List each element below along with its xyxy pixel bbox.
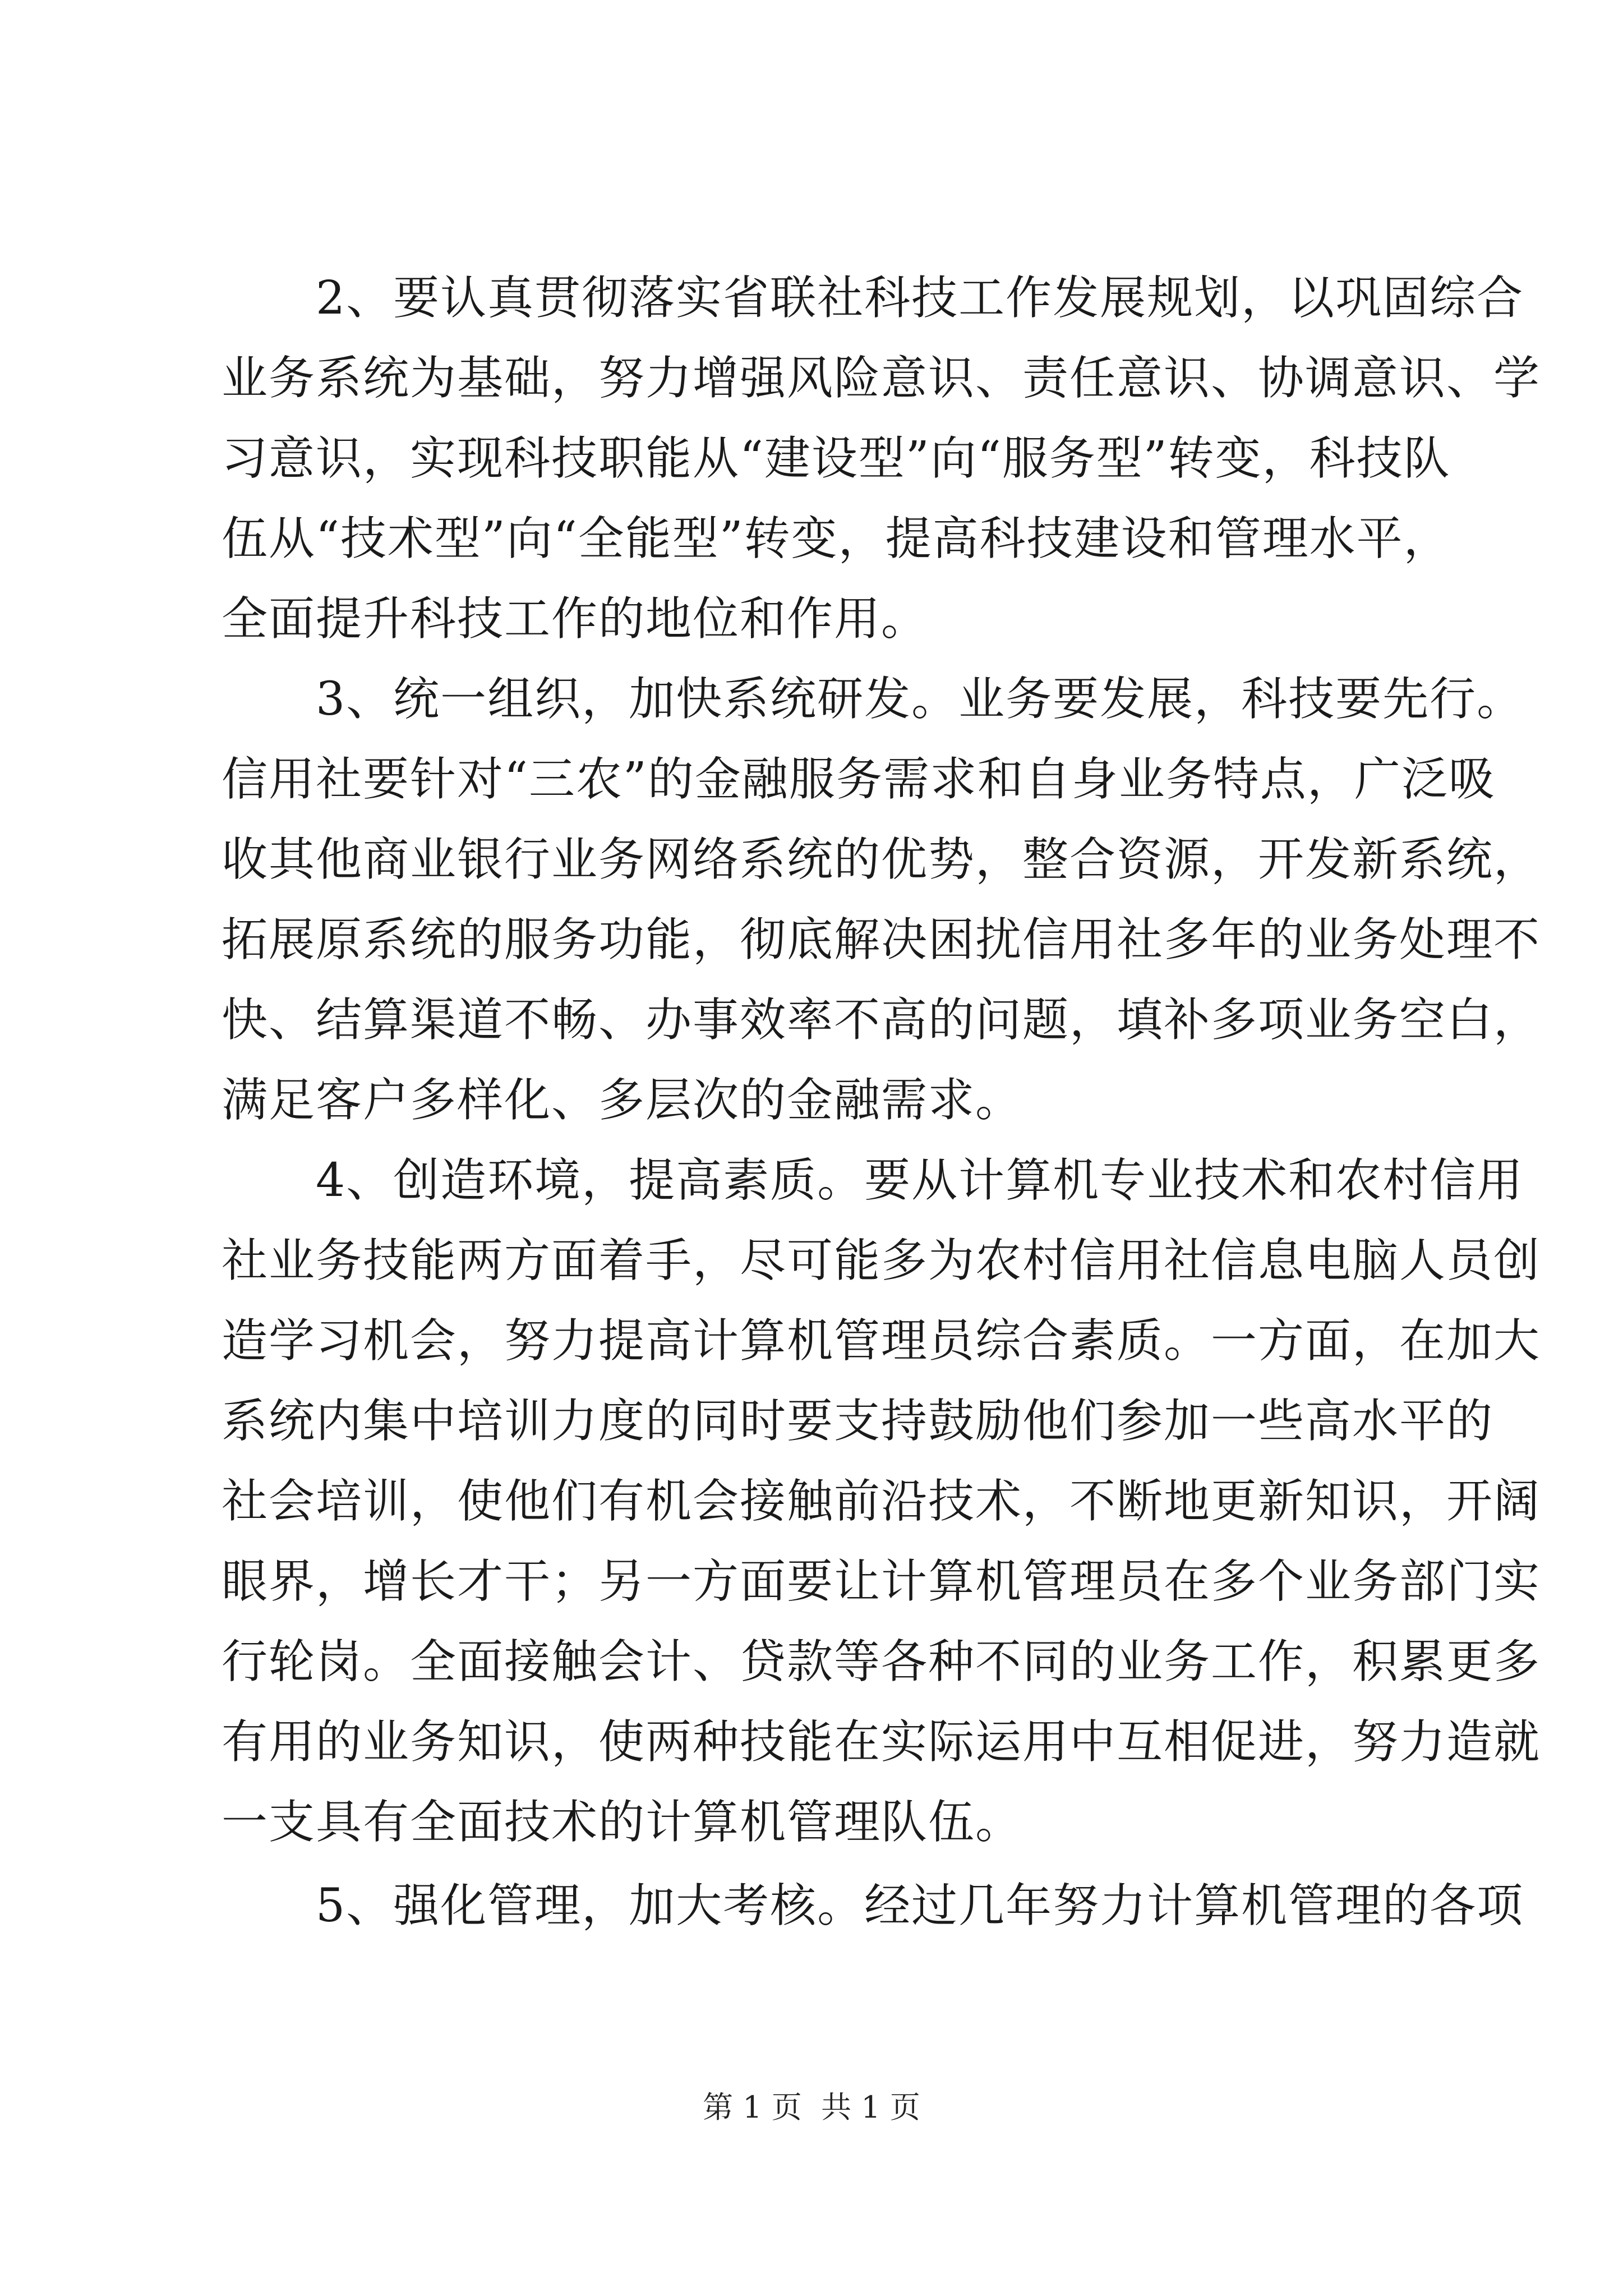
paragraph-line: 5、强化管理，加大考核。经过几年努力计算机管理的各项	[316, 1879, 1524, 1932]
paragraph-line: 行轮岗。全面接触会计、贷款等各种不同的业务工作，积累更多	[222, 1635, 1541, 1688]
paragraph-line: 社会培训，使他们有机会接触前沿技术，不断地更新知识，开阔	[222, 1475, 1541, 1528]
paragraph-line: 快、结算渠道不畅、办事效率不高的问题，填补多项业务空白，	[222, 993, 1541, 1047]
paragraph-line: 信用社要针对“三农”的金融服务需求和自身业务特点，广泛吸	[222, 753, 1496, 806]
document-body	[222, 258, 1541, 1946]
paragraph-line: 社业务技能两方面着手，尽可能多为农村信用社信息电脑人员创	[222, 1234, 1541, 1287]
paragraph-line: 满足客户多样化、多层次的金融需求。	[222, 1074, 1023, 1127]
paragraph-line: 伍从“技术型”向“全能型”转变，提高科技建设和管理水平，	[222, 512, 1451, 565]
paragraph-line: 习意识，实现科技职能从“建设型”向“服务型”转变，科技队	[222, 432, 1451, 485]
paragraph-line: 业务系统为基础，努力增强风险意识、责任意识、协调意识、学	[222, 352, 1541, 405]
paragraph-4	[222, 1140, 1541, 1862]
paragraph-line: 4、创造环境，提高素质。要从计算机专业技术和农村信用	[316, 1154, 1524, 1207]
paragraph-line: 2、要认真贯彻落实省联社科技工作发展规划，以巩固综合	[316, 272, 1524, 325]
paragraph-line: 全面提升科技工作的地位和作用。	[222, 592, 929, 646]
paragraph-line: 有用的业务知识，使两种技能在实际运用中互相促进，努力造就	[222, 1715, 1541, 1769]
paragraph-line: 3、统一组织，加快系统研发。业务要发展，科技要先行。	[316, 673, 1524, 726]
paragraph-line: 眼界，增长才干；另一方面要让计算机管理员在多个业务部门实	[222, 1555, 1541, 1608]
paragraph-3	[222, 659, 1541, 1140]
page-number-label: 第 1 页 共 1 页	[703, 2090, 920, 2125]
page-footer	[0, 2088, 1623, 2127]
paragraph-line: 一支具有全面技术的计算机管理队伍。	[222, 1796, 1023, 1849]
paragraph-2	[222, 258, 1541, 659]
paragraph-line: 系统内集中培训力度的同时要支持鼓励他们参加一些高水平的	[222, 1395, 1494, 1448]
paragraph-line: 拓展原系统的服务功能，彻底解决困扰信用社多年的业务处理不	[222, 913, 1541, 967]
paragraph-line: 收其他商业银行业务网络系统的优势，整合资源，开发新系统，	[222, 833, 1541, 886]
paragraph-5	[222, 1866, 1524, 1946]
paragraph-line: 造学习机会，努力提高计算机管理员综合素质。一方面，在加大	[222, 1314, 1541, 1368]
